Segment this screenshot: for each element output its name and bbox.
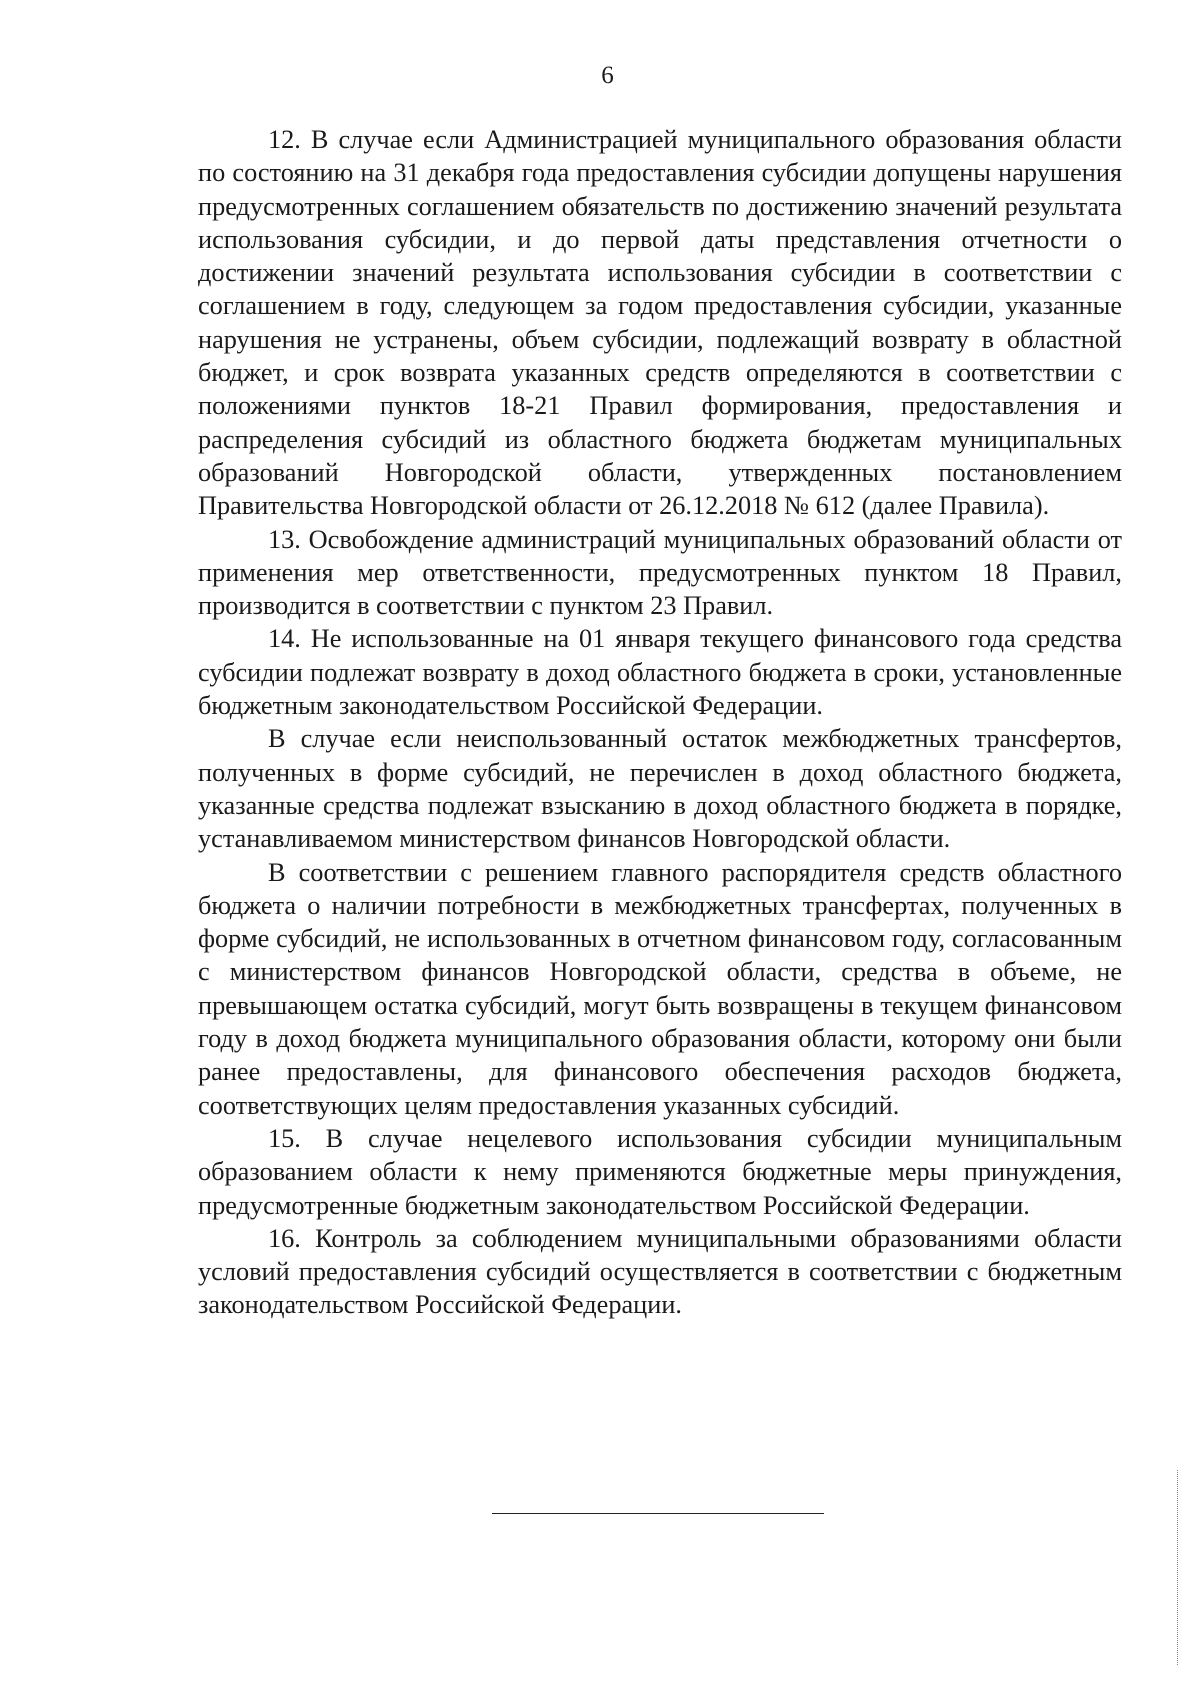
scan-edge-mark (1177, 1470, 1178, 1665)
paragraph-14-return-decision: В соответствии с решением главного распорядителя средств областного бюджета о наличии потребности в межбюджетных трансфертах, полученных в форме субсидий, не использованных в отчетном финансовом году, согласованным с министерством финансов Новгородской области, средства в объеме, не превышающем остатка субсидий, могут быть возвращены в текущем финансовом году в доход бюджета муниципального образования области, которому они были ранее предоставлены, для финансового обеспечения расходов бюджета, соответствующих целям предоставления указанных субсидий. (198, 857, 1122, 1120)
page-number: 6 (601, 62, 614, 89)
paragraph-12: 12. В случае если Администрацией муниципального образования области по состоянию на 31 декабря года предоставления субсидии допущены нарушения предусмотренных соглашением обязательств по достижению значений результата использования субсидии, и до первой даты представления отчетности о достижении значений результата использования субсидии в соответствии с соглашением в году, следующем за годом предоставления субсидии, указанные нарушения не устранены, объем субсидии, подлежащий возврату в областной бюджет, и срок возврата указанных средств определяются в соответствии с положениями пунктов 18-21 Правил формирования, предоставления и распределения субсидий из областного бюджета бюджетам муниципальных образований Новгородской области, утвержденных постановлением Правительства Новгородской области от 26.12.2018 № 612 (далее Правила). (198, 125, 1122, 521)
paragraph-14-unused-balance: В случае если неиспользованный остаток межбюджетных трансфертов, полученных в форме субсидий, не перечислен в доход областного бюджета, указанные средства подлежат взысканию в доход областного бюджета в порядке, устанавливаемом министерством финансов Новгородской области. (198, 724, 1122, 854)
paragraph-13: 13. Освобождение администраций муниципальных образований области от применения мер ответственности, предусмотренных пунктом 18 Правил, производится в соответствии с пунктом 23 Правил. (198, 524, 1122, 621)
paragraph-16: 16. Контроль за соблюдением муниципальными образованиями области условий предоставления субсидий осуществляется в соответствии с бюджетным законодательством Российской Федерации. (198, 1223, 1122, 1320)
paragraph-14: 14. Не использованные на 01 января текущего финансового года средства субсидии подлежат возврату в доход областного бюджета в сроки, установленные бюджетным законодательством Российской Федерации. (198, 624, 1122, 721)
end-of-text-rule (492, 1513, 824, 1514)
document-body (198, 123, 1122, 1322)
paragraph-15: 15. В случае нецелевого использования субсидии муниципальным образованием области к нему применяются бюджетные меры принуждения, предусмотренные бюджетным законодательством Российской Федерации. (198, 1123, 1122, 1220)
